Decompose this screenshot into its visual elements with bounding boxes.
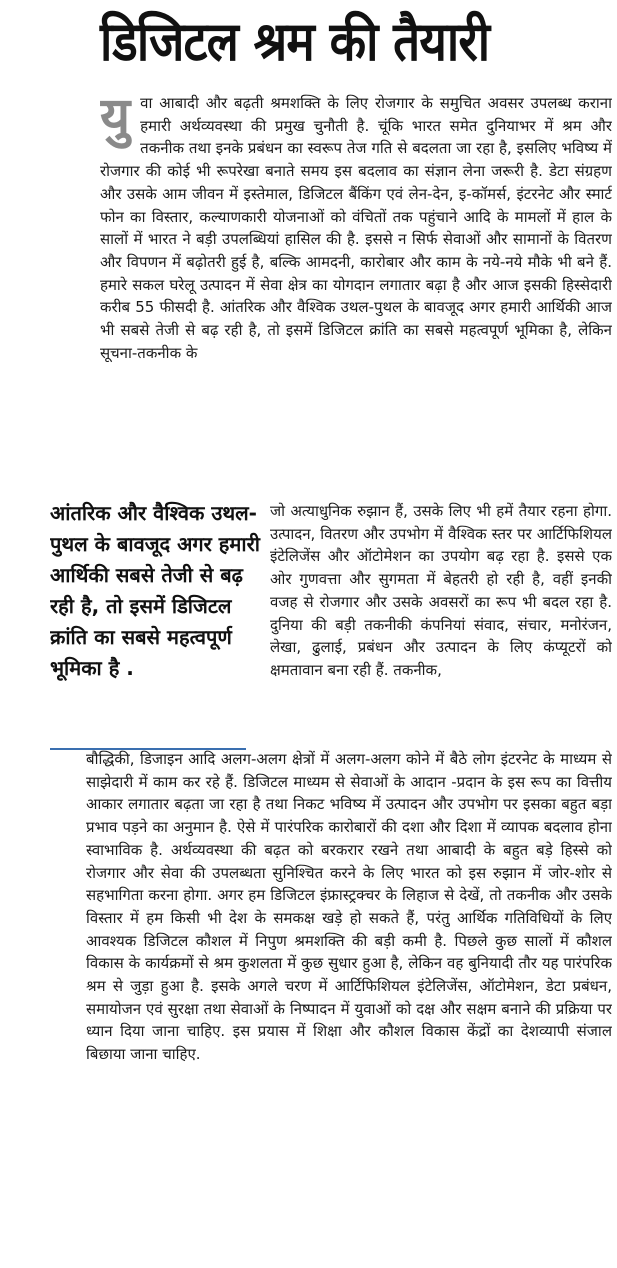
article-headline: डिजिटल श्रम की तैयारी bbox=[100, 10, 490, 73]
pull-quote: आंतरिक और वैश्विक उथल-पुथल के बावजूद अगर हमारी आर्थिकी सबसे तेजी से बढ़ रही है, तो इसमें डिजिटल क्रांति का सबसे महत्वपूर्ण भूमिका है . bbox=[50, 501, 260, 680]
drop-cap: यु bbox=[100, 92, 131, 147]
article-paragraph-bottom: बौद्धिकी, डिजाइन आदि अलग-अलग क्षेत्रों में अलग-अलग कोने में बैठे लोग इंटरनेट के माध्यम से साझेदारी में काम कर रहे हैं. डिजिटल माध्यम से सेवाओं के आदान -प्रदान के इस रूप का वित्तीय आकार लगातार बढ़ता जा रहा है तथा निकट भविष्य में उत्पादन और उपभोग पर इसका बहुत बड़ा प्रभाव पड़ने का अनुमान है. ऐसे में पारंपरिक कारोबारों की दशा और दिशा में व्यापक बदलाव होना स्वाभाविक है. अर्थव्यवस्था की बढ़त को बरकरार रखने तथा आबादी के बहुत बड़े हिस्से को रोजगार और सेवा की उपलब्धता सुनिश्चित करने के लिए भारत को इस रुझान में जोर-शोर से सहभागिता करना होगा. अगर हम डिजिटल इंफ्रास्ट्रक्चर के लिहाज से देखें, तो तकनीक और उसके विस्तार में हम किसी भी देश के समकक्ष खड़े हो सकते हैं, परंतु आर्थिक गतिविधियों के लिए आवश्यक डिजिटल कौशल में निपुण श्रमशक्ति की बड़ी कमी है. पिछले कुछ सालों में कौशल विकास के कार्यक्रमों से श्रम कुशलता में कुछ सुधार हुआ है, लेकिन वह बुनियादी तौर यह पारंपरिक श्रम से जुड़ा हुआ है. इसके अगले चरण में आर्टिफिशियल इंटेलिजेंस, ऑटोमेशन, डेटा प्रबंधन, समायोजन एवं सुरक्षा तथा सेवाओं के निष्पादन में युवाओं को दक्ष और सक्षम बनाने की प्रक्रिया पर ध्यान दिया जाना चाहिए. इस प्रयास में शिक्षा और कौशल विकास केंद्रों का देशव्यापी संजाल बिछाया जाना चाहिए. bbox=[86, 750, 612, 1064]
article-paragraph-top bbox=[100, 92, 612, 500]
article-paragraph-middle: जो अत्याधुनिक रुझान हैं, उसके लिए भी हमें तैयार रहना होगा. उत्पादन, वितरण और उपभोग में वैश्विक स्तर पर आर्टिफिशियल इंटेलिजेंस और ऑटोमेशन का उपयोग बढ़ रहा है. इससे एक ओर गुणवत्ता और सुगमता में बेहतरी हो रही है, वहीं इनकी वजह से रोजगार और उसके अवसरों का रूप भी बदल रहा है. दुनिया की बड़ी तकनीकी कंपनियां संवाद, संचार, मनोरंजन, लेखा, ढुलाई, प्रबंधन और उत्पादन के लिए कंप्यूटरों को क्षमतावान बना रही हैं. तकनीक, bbox=[270, 502, 612, 679]
paragraph-top-text: वा आबादी और बढ़ती श्रमशक्ति के लिए रोजगार के समुचित अवसर उपलब्ध कराना हमारी अर्थव्यवस्था की प्रमुख चुनौती है. चूंकि भारत समेत दुनियाभर में श्रम और तकनीक तथा इनके प्रबंधन का स्वरूप तेज गति से बदलता जा रहा है, इसलिए भविष्य में रोजगार की कोई भी रूपरेखा बनाते समय इस बदलाव का संज्ञान लेना जरूरी है. डेटा संग्रहण और उसके आम जीवन में इस्तेमाल, डिजिटल बैंकिंग एवं लेन-देन, इ-कॉमर्स, इंटरनेट और स्मार्ट फोन का विस्तार, कल्याणकारी योजनाओं को वंचितों तक पहुंचाने आदि के मामलों में हाल के सालों में भारत ने बड़ी उपलब्धियां हासिल की है. इससे न सिर्फ सेवाओं और सामानों के वितरण और विपणन में बढ़ोतरी हुई है, बल्कि आमदनी, कारोबार और काम के नये-नये मौके भी बने हैं. हमारे सकल घरेलू उत्पादन में सेवा क्षेत्र का योगदान लगातार बढ़ा है और आज इसकी हिस्सेदारी करीब 55 फीसदी है. आंतरिक और वैश्विक उथल-पुथल के बावजूद अगर हमारी आर्थिकी आज भी सबसे तेजी से बढ़ रही है, तो इसमें डिजिटल क्रांति का सबसे महत्वपूर्ण भूमिका है, लेकिन सूचना-तकनीक के bbox=[100, 94, 612, 362]
